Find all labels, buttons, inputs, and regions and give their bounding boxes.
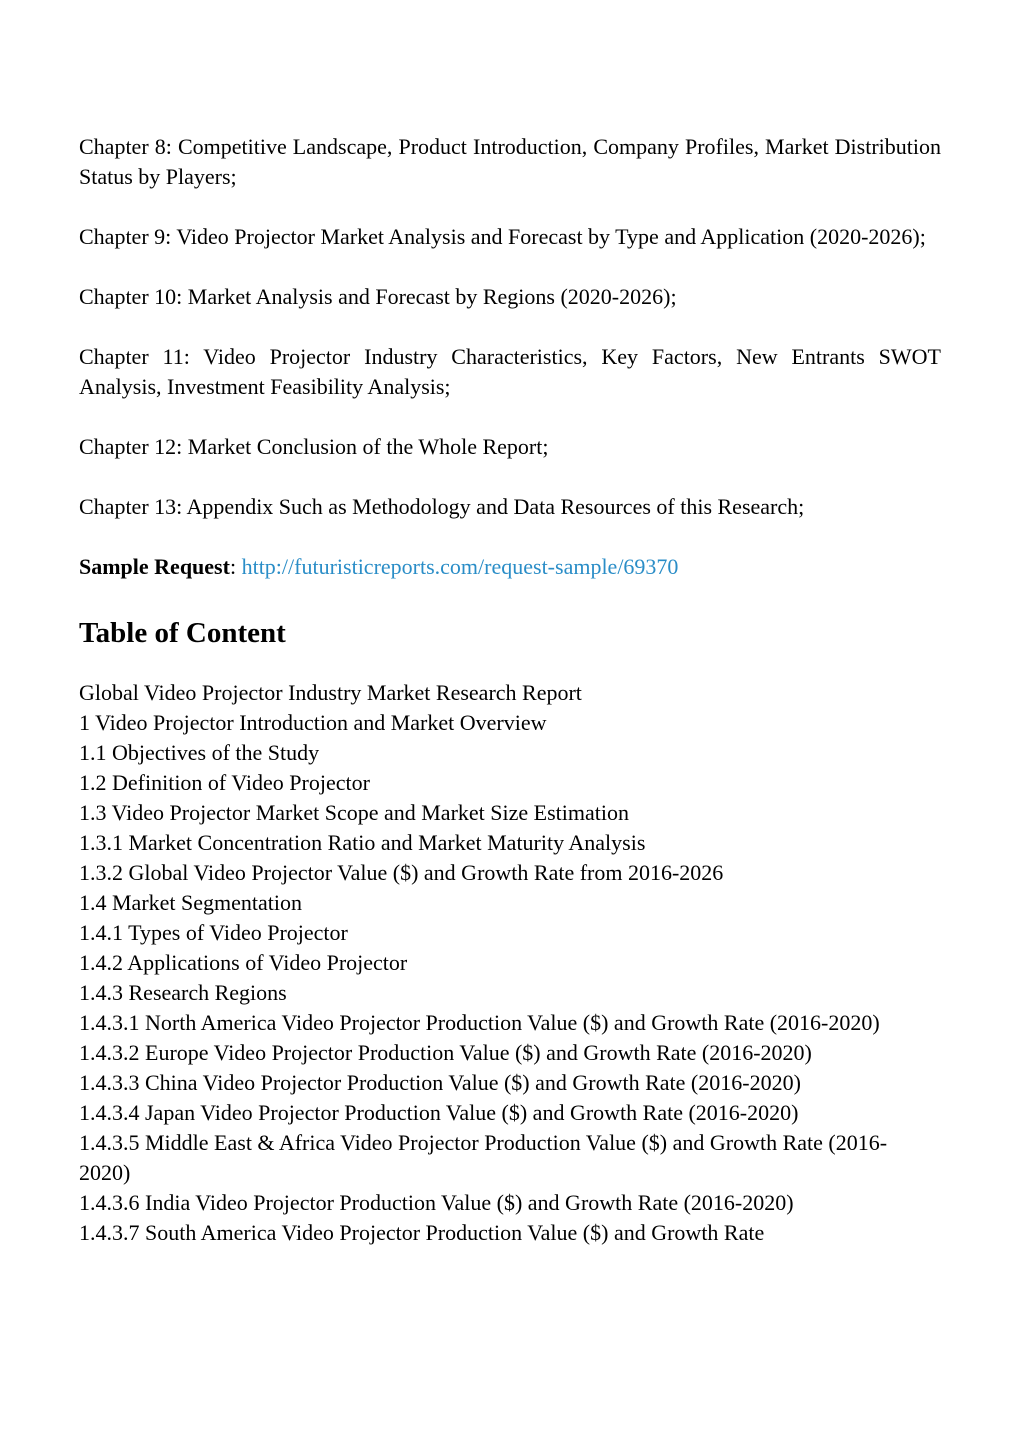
toc-item: 1.3.2 Global Video Projector Value ($) and Growth Rate from 2016-2026: [79, 860, 724, 885]
toc-heading: Table of Content: [79, 617, 286, 649]
toc-item: 1.3.1 Market Concentration Ratio and Market Maturity Analysis: [79, 830, 646, 855]
toc-item: Global Video Projector Industry Market Research Report: [79, 680, 582, 705]
sample-request-label: Sample Request: [79, 554, 230, 579]
toc-item: 1.4.3.6 India Video Projector Production Value ($) and Growth Rate (2016-2020): [79, 1190, 794, 1215]
sample-request-separator: :: [229, 554, 242, 579]
toc-item: 1.4.2 Applications of Video Projector: [79, 950, 408, 975]
toc-item: 1.2 Definition of Video Projector: [79, 770, 370, 795]
toc-item: 1.4.3.4 Japan Video Projector Production Value ($) and Growth Rate (2016-2020): [79, 1100, 799, 1125]
sample-request-link[interactable]: http://futuristicreports.com/request-sample/69370: [241, 554, 679, 579]
toc-item: 1.4.3.7 South America Video Projector Production Value ($) and Growth Rate: [79, 1220, 765, 1245]
toc-item: 1.4.1 Types of Video Projector: [79, 920, 348, 945]
toc-item: 1.4.3.5 Middle East & Africa Video Projector Production Value ($) and Growth Rate (2016-2020): [79, 1130, 888, 1185]
chapter-11-paragraph: Chapter 11: Video Projector Industry Characteristics, Key Factors, New Entrants SWOT Analysis, Investment Feasibility Analysis;: [79, 344, 941, 399]
chapter-8-paragraph: Chapter 8: Competitive Landscape, Product Introduction, Company Profiles, Market Distribution Status by Players;: [79, 134, 941, 189]
document-page: [79, 132, 941, 1248]
toc-list: [79, 678, 899, 1248]
toc-item: 1.4 Market Segmentation: [79, 890, 303, 915]
toc-item: 1.4.3 Research Regions: [79, 980, 287, 1005]
toc-item: 1.4.3.2 Europe Video Projector Production Value ($) and Growth Rate (2016-2020): [79, 1040, 812, 1065]
chapter-9-paragraph: Chapter 9: Video Projector Market Analysis and Forecast by Type and Application (2020-2026);: [79, 224, 926, 249]
toc-item: 1.4.3.3 China Video Projector Production Value ($) and Growth Rate (2016-2020): [79, 1070, 801, 1095]
chapter-13-paragraph: Chapter 13: Appendix Such as Methodology and Data Resources of this Research;: [79, 494, 805, 519]
toc-item: 1.3 Video Projector Market Scope and Market Size Estimation: [79, 800, 629, 825]
toc-item: 1.1 Objectives of the Study: [79, 740, 320, 765]
toc-item: 1 Video Projector Introduction and Market Overview: [79, 710, 547, 735]
chapter-10-paragraph: Chapter 10: Market Analysis and Forecast by Regions (2020-2026);: [79, 284, 677, 309]
toc-item: 1.4.3.1 North America Video Projector Production Value ($) and Growth Rate (2016-2020): [79, 1010, 880, 1035]
sample-request-line: [79, 552, 941, 582]
chapter-12-paragraph: Chapter 12: Market Conclusion of the Whole Report;: [79, 434, 549, 459]
